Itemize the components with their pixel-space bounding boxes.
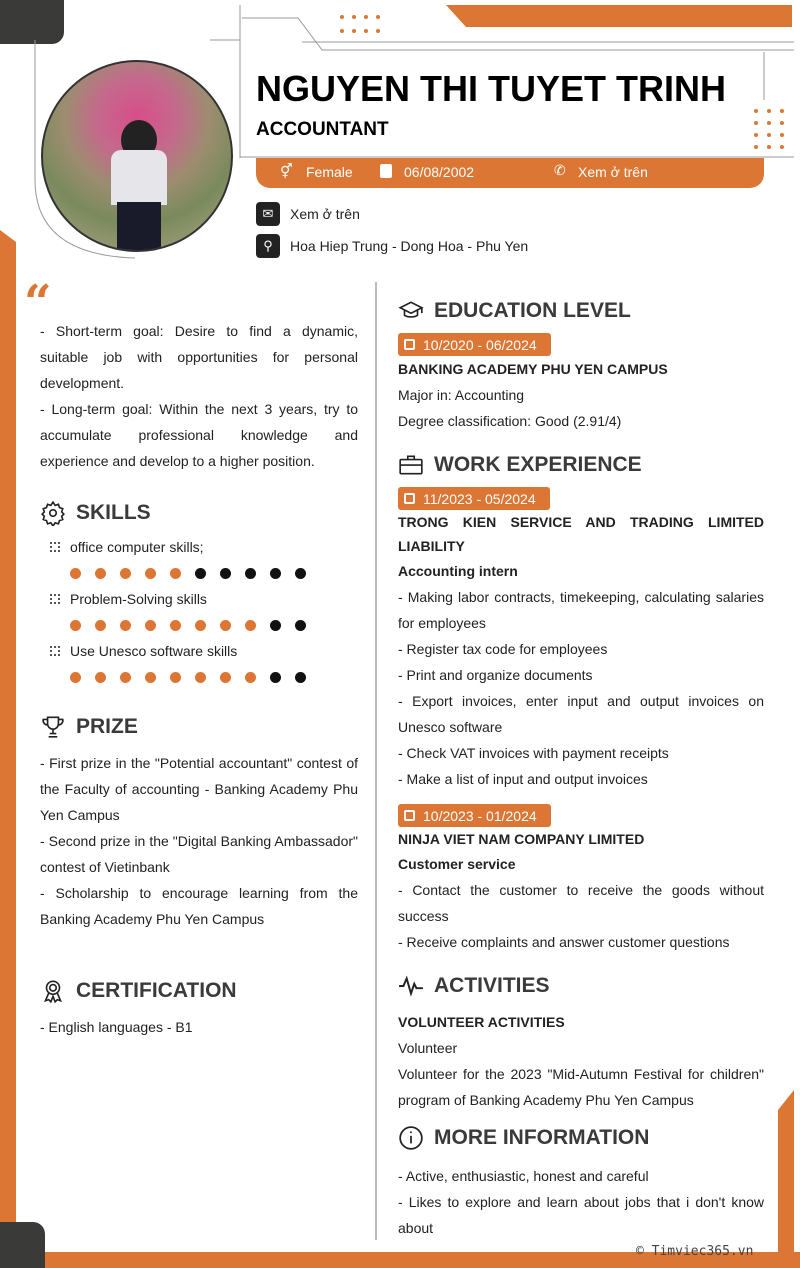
rating-dot — [145, 672, 156, 683]
rating-dot — [70, 620, 81, 631]
rating-dot — [295, 620, 306, 631]
pulse-icon — [398, 973, 424, 999]
rating-dot — [245, 620, 256, 631]
candidate-name: NGUYEN THI TUYET TRINH — [256, 68, 727, 109]
address: Hoa Hiep Trung - Dong Hoa - Phu Yen — [290, 238, 529, 254]
watermark: © Timviec365.vn — [636, 1244, 754, 1259]
award-icon — [40, 978, 66, 1004]
briefcase-icon — [398, 452, 424, 478]
rating-dot — [95, 672, 106, 683]
activity-name: VOLUNTEER ACTIVITIES — [398, 1014, 565, 1030]
rating-dot — [195, 568, 206, 579]
personal-info-bar — [256, 158, 764, 188]
job-task: - Print and organize documents — [398, 667, 593, 683]
skill-item — [50, 586, 358, 612]
prize-item: - Second prize in the "Digital Banking Ambassador" contest of Vietinbank — [40, 833, 358, 875]
graduation-cap-icon — [398, 298, 424, 324]
job-title: ACCOUNTANT — [256, 119, 389, 140]
phone: Xem ở trên — [578, 164, 648, 180]
activities-heading: ACTIVITIES — [398, 971, 764, 1001]
rating-dot — [95, 568, 106, 579]
job-task: - Check VAT invoices with payment receipts — [398, 745, 669, 761]
education-date: 10/2020 - 06/2024 — [398, 333, 551, 356]
job-entry — [398, 804, 764, 955]
rating-dot — [195, 672, 206, 683]
rating-dot — [295, 568, 306, 579]
profile-photo — [41, 60, 233, 252]
skills-heading: SKILLS — [40, 498, 358, 528]
certification-heading: CERTIFICATION — [40, 976, 358, 1006]
rating-dot — [220, 620, 231, 631]
calendar-icon — [380, 164, 392, 178]
skill-item — [50, 534, 358, 560]
gear-icon — [40, 500, 66, 526]
location-icon: ⚲ — [256, 234, 280, 258]
job-role: Customer service — [398, 856, 516, 872]
school-name: BANKING ACADEMY PHU YEN CAMPUS — [398, 361, 668, 377]
calendar-icon — [404, 339, 415, 350]
job-entry — [398, 487, 764, 792]
rating-dot — [145, 620, 156, 631]
objective-text: - Long-term goal: Within the next 3 years, try to accumulate professional knowledge and experience and develop to a higher position. — [40, 401, 358, 469]
job-date: 10/2023 - 01/2024 — [398, 804, 551, 827]
education-heading: EDUCATION LEVEL — [398, 296, 764, 326]
rating-dot — [170, 620, 181, 631]
prize-heading: PRIZE — [40, 712, 358, 742]
activity-description: Volunteer for the 2023 "Mid-Autumn Festival for children" program of Banking Academy Phu Yen Campus — [398, 1066, 764, 1108]
more-info-heading: MORE INFORMATION — [398, 1123, 764, 1153]
skill-label: Use Unesco software skills — [70, 643, 238, 659]
company-name: NINJA VIET NAM COMPANY LIMITED — [398, 831, 645, 847]
skill-label: Problem-Solving skills — [70, 591, 207, 607]
job-date: 11/2023 - 05/2024 — [398, 487, 550, 510]
prize-item: - Scholarship to encourage learning from the Banking Academy Phu Yen Campus — [40, 885, 358, 927]
rating-dot — [220, 672, 231, 683]
rating-dot — [70, 672, 81, 683]
column-divider — [375, 282, 377, 1240]
job-task: - Make a list of input and output invoices — [398, 771, 648, 787]
trophy-icon — [40, 714, 66, 740]
job-task: - Contact the customer to receive the goods without success — [398, 882, 764, 924]
job-task: - Register tax code for employees — [398, 641, 608, 657]
calendar-icon — [404, 810, 415, 821]
skill-rating — [70, 560, 358, 586]
rating-dot — [270, 620, 281, 631]
bullet-icon — [50, 542, 60, 552]
rating-dot — [145, 568, 156, 579]
email-icon: ✉ — [256, 202, 280, 226]
rating-dot — [120, 620, 131, 631]
skill-rating — [70, 664, 358, 690]
rating-dot — [245, 672, 256, 683]
work-heading: WORK EXPERIENCE — [398, 450, 764, 480]
certification-item: - English languages - B1 — [40, 1019, 193, 1035]
email: Xem ở trên — [290, 206, 360, 222]
rating-dot — [220, 568, 231, 579]
objective-text: - Short-term goal: Desire to find a dynamic, suitable job with opportunities for personal development. — [40, 323, 358, 391]
date-of-birth: 06/08/2002 — [404, 164, 475, 180]
job-task: - Making labor contracts, timekeeping, calculating salaries for employees — [398, 589, 764, 631]
phone-icon: ✆ — [554, 162, 566, 178]
rating-dot — [295, 672, 306, 683]
info-icon — [398, 1125, 424, 1151]
skill-item — [50, 638, 358, 664]
bullet-icon — [50, 594, 60, 604]
job-task: - Receive complaints and answer customer questions — [398, 934, 730, 950]
rating-dot — [170, 568, 181, 579]
prize-item: - First prize in the "Potential accountant" contest of the Faculty of accounting - Banking Academy Phu Yen Campus — [40, 755, 358, 823]
gender-icon: ⚥ — [280, 163, 293, 179]
major: Major in: Accounting — [398, 387, 525, 403]
corner-decoration — [0, 1222, 45, 1268]
quote-icon: “ — [24, 275, 52, 331]
rating-dot — [120, 568, 131, 579]
rating-dot — [170, 672, 181, 683]
rating-dot — [95, 620, 106, 631]
rating-dot — [120, 672, 131, 683]
degree: Degree classification: Good (2.91/4) — [398, 413, 622, 429]
activity-role: Volunteer — [398, 1040, 458, 1056]
skill-rating — [70, 612, 358, 638]
more-info-item: - Likes to explore and learn about jobs that i don't know about — [398, 1194, 764, 1236]
calendar-icon — [404, 493, 415, 504]
left-accent-bar — [0, 230, 16, 1268]
company-name: TRONG KIEN SERVICE AND TRADING LIMITED LIABILITY — [398, 514, 764, 554]
rating-dot — [195, 620, 206, 631]
more-info-item: - Active, enthusiastic, honest and careful — [398, 1168, 649, 1184]
rating-dot — [270, 568, 281, 579]
job-task: - Export invoices, enter input and output invoices on Unesco software — [398, 693, 764, 735]
rating-dot — [270, 672, 281, 683]
bullet-icon — [50, 646, 60, 656]
rating-dot — [245, 568, 256, 579]
rating-dot — [70, 568, 81, 579]
job-role: Accounting intern — [398, 563, 518, 579]
gender: Female — [306, 164, 353, 180]
right-accent-bar — [778, 1090, 794, 1268]
skill-label: office computer skills; — [70, 539, 204, 555]
